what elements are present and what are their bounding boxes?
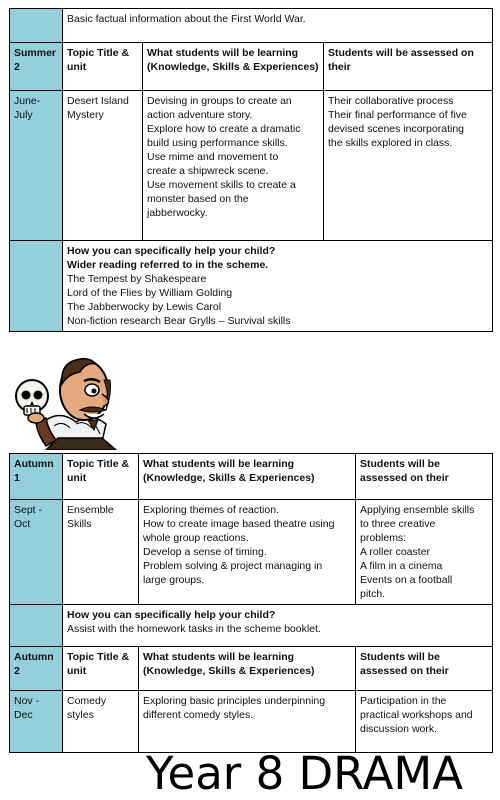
header-learning: [143, 43, 324, 91]
assessed-line: problems:: [360, 532, 407, 544]
term-cell-blank: [10, 241, 63, 332]
dates-line: Sept -: [14, 504, 43, 516]
header-learning-line: What students will be learning: [143, 458, 295, 470]
shakespeare-cartoon-icon: [6, 350, 146, 450]
learning-line: create a shipwreck scene.: [147, 165, 269, 177]
header-learning-line: What students will be learning: [143, 651, 295, 663]
learning-line: jabberwocky.: [147, 207, 208, 219]
topic-cell: [63, 91, 143, 241]
term-number: 1: [14, 472, 20, 484]
header-topic-line: Topic Title &: [67, 458, 130, 470]
summer-term-table: [9, 8, 493, 332]
header-assessed-line: Students will be: [360, 458, 440, 470]
help-heading: How you can specifically help your child?: [67, 245, 276, 257]
header-assessed-line: assessed on their: [360, 665, 449, 677]
topic-line: Ensemble: [67, 504, 114, 516]
assessed-cell: [324, 91, 493, 241]
topic-cell: [63, 500, 139, 605]
topic-line: Desert Island: [67, 95, 129, 107]
header-assessed-line: assessed on their: [360, 472, 449, 484]
assessed-line: Their final performance of five: [328, 109, 467, 121]
dates-cell: [10, 691, 63, 753]
header-topic: [63, 43, 143, 91]
assessed-line: practical workshops and: [360, 709, 473, 721]
assessed-line: to three creative: [360, 518, 436, 530]
assessed-line: Events on a football: [360, 574, 453, 586]
term-label: [10, 454, 63, 500]
learning-line: whole group reactions.: [143, 532, 249, 544]
learning-cell: [143, 91, 324, 241]
header-topic-line: Topic Title &: [67, 47, 130, 59]
term-name: Autumn: [14, 458, 54, 470]
assessed-line: the skills explored in class.: [328, 137, 453, 149]
header-learning: [139, 647, 356, 691]
header-assessed-line: Students will be assessed on: [328, 47, 474, 59]
reading-item: The Jabberwocky by Lewis Carol: [67, 301, 222, 313]
header-learning-line: (Knowledge, Skills & Experiences): [143, 472, 315, 484]
help-heading: How you can specifically help your child?: [67, 609, 276, 621]
learning-line: Problem solving & project managing in: [143, 560, 323, 572]
learning-line: Develop a sense of timing.: [143, 546, 267, 558]
reading-item: Lord of the Flies by William Golding: [67, 287, 233, 299]
dates-cell: [10, 91, 63, 241]
learning-line: Exploring themes of reaction.: [143, 504, 279, 516]
learning-line: Use movement skills to create a: [147, 179, 296, 191]
header-topic-line: unit: [67, 665, 87, 677]
assessed-cell: [356, 691, 493, 753]
dates-line: Dec: [14, 709, 33, 721]
assessed-line: pitch.: [360, 588, 386, 600]
assessed-line: Applying ensemble skills: [360, 504, 475, 516]
term-name: Summer: [14, 47, 57, 59]
learning-line: Use mime and movement to: [147, 151, 279, 163]
header-topic: [63, 454, 139, 500]
header-learning-line: (Knowledge, Skills & Experiences): [143, 665, 315, 677]
header-topic-line: unit: [67, 61, 87, 73]
assessed-line: A film in a cinema: [360, 560, 443, 572]
header-assessed: [324, 43, 493, 91]
learning-line: Explore how to create a dramatic: [147, 123, 301, 135]
dates-line: Oct: [14, 518, 31, 530]
header-learning: [139, 454, 356, 500]
header-topic-line: Topic Title &: [67, 651, 130, 663]
year8-drama-table: [9, 453, 493, 753]
topic-line: styles: [67, 709, 94, 721]
assessed-cell: [356, 500, 493, 605]
learning-line: large groups.: [143, 574, 205, 586]
learning-line: How to create image based theatre using: [143, 518, 335, 530]
learning-cell: [139, 691, 356, 753]
help-cell: [63, 241, 493, 332]
learning-line: build using performance skills.: [147, 137, 288, 149]
header-topic-line: unit: [67, 472, 87, 484]
term-number: 2: [14, 665, 20, 677]
learning-line: different comedy styles.: [143, 709, 254, 721]
term-number: 2: [14, 61, 20, 73]
header-assessed-line: their: [328, 61, 351, 73]
assessed-line: discussion work.: [360, 723, 438, 735]
learning-line: Devising in groups to create an: [147, 95, 292, 107]
topic-line: Mystery: [67, 109, 104, 121]
header-learning-line: (Knowledge, Skills & Experiences): [147, 61, 319, 73]
help-subheading: Wider reading referred to in the scheme.: [67, 259, 269, 271]
page-title: Year 8 DRAMA: [146, 747, 463, 800]
dates-line: July: [14, 109, 33, 121]
term-cell-blank: [10, 9, 63, 43]
header-assessed: [356, 454, 493, 500]
term-label: [10, 43, 63, 91]
intro-line: Basic factual information about the First World War.: [67, 13, 306, 25]
assessed-line: devised scenes incorporating: [328, 123, 464, 135]
learning-line: action adventure story.: [147, 109, 253, 121]
header-assessed-line: Students will be: [360, 651, 440, 663]
reading-item: The Tempest by Shakespeare: [67, 273, 207, 285]
dates-cell: [10, 500, 63, 605]
help-text: Assist with the homework tasks in the scheme booklet.: [67, 623, 321, 635]
header-learning-line: What students will be learning: [147, 47, 299, 59]
learning-line: monster based on the: [147, 193, 249, 205]
assessed-line: Participation in the: [360, 695, 447, 707]
assessed-line: Their collaborative process: [328, 95, 454, 107]
topic-line: Comedy: [67, 695, 107, 707]
term-label: [10, 647, 63, 691]
help-cell: [63, 605, 493, 647]
intro-text: [63, 9, 493, 43]
dates-line: Nov -: [14, 695, 40, 707]
assessed-line: A roller coaster: [360, 546, 431, 558]
header-topic: [63, 647, 139, 691]
topic-cell: [63, 691, 139, 753]
learning-cell: [139, 500, 356, 605]
term-name: Autumn: [14, 651, 54, 663]
reading-item: Non-fiction research Bear Grylls – Survival skills: [67, 315, 291, 327]
dates-line: June-: [14, 95, 41, 107]
topic-line: Skills: [67, 518, 92, 530]
term-cell-blank: [10, 605, 63, 647]
learning-line: Exploring basic principles underpinning: [143, 695, 326, 707]
header-assessed: [356, 647, 493, 691]
